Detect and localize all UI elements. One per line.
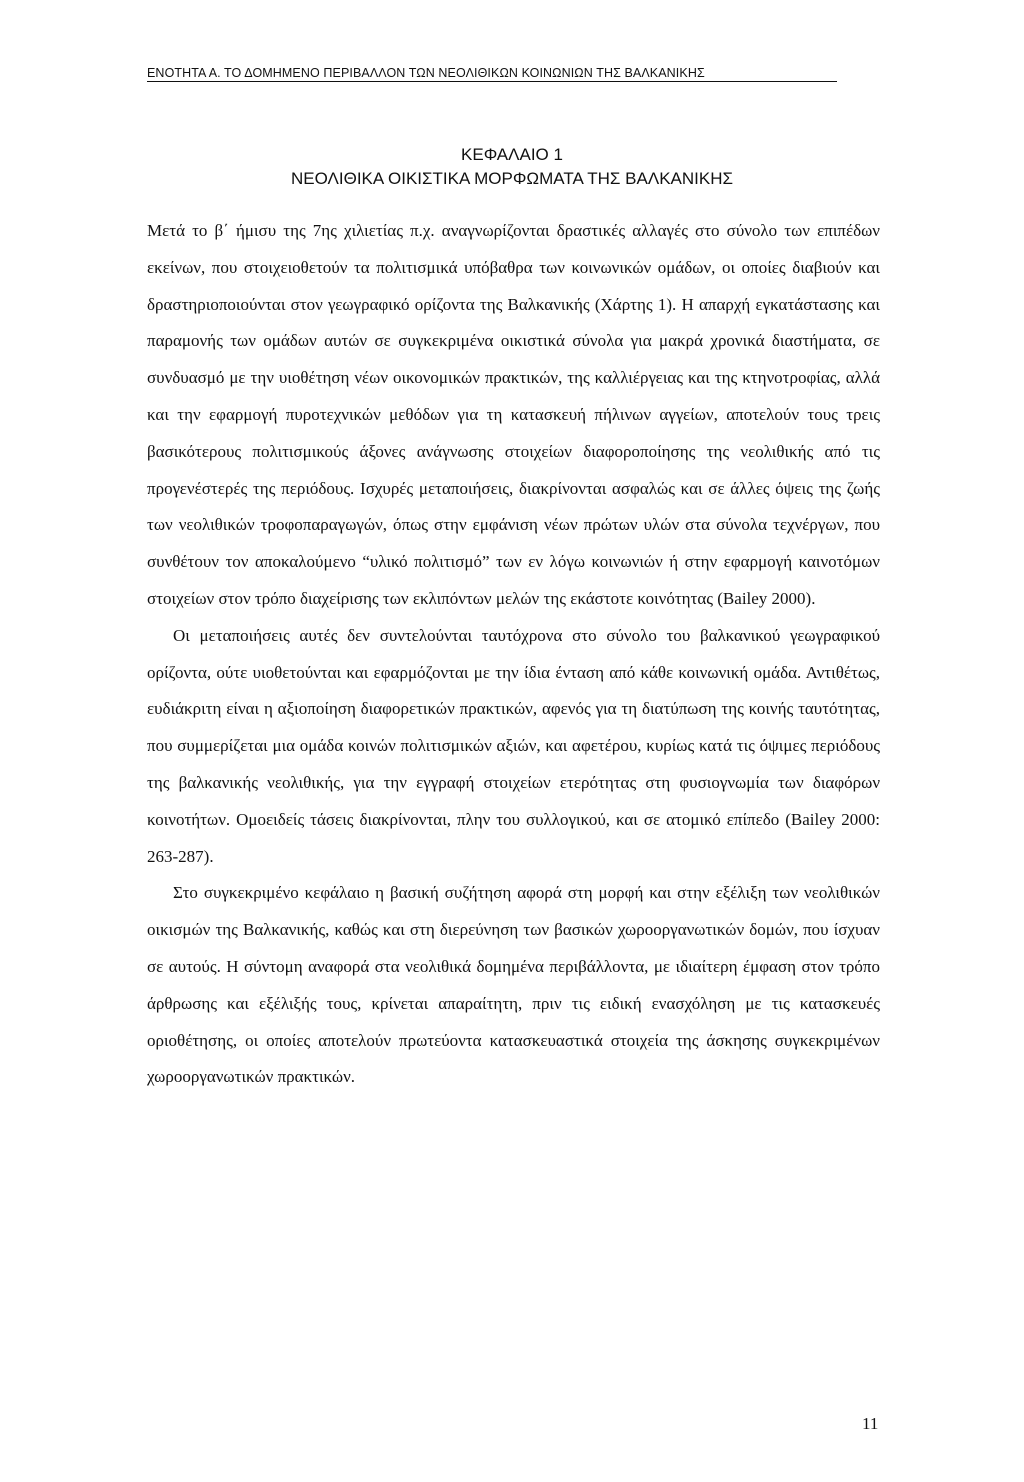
- running-header: ΕΝΟΤΗΤΑ Α. ΤΟ ΔΟΜΗΜΕΝΟ ΠΕΡΙΒΑΛΛΟΝ ΤΩΝ ΝΕΟΛΙΘΙΚΩΝ ΚΟΙΝΩΝΙΩΝ ΤΗΣ ΒΑΛΚΑΝΙΚΗΣ: [147, 66, 837, 82]
- chapter-label: ΚΕΦΑΛΑΙΟ 1: [461, 145, 563, 164]
- paragraph-2: Οι μεταποιήσεις αυτές δεν συντελούνται ταυτόχρονα στο σύνολο του βαλκανικού γεωγραφικού ορίζοντα, ούτε υιοθετούνται και εφαρμόζονται με την ίδια ένταση από κάθε κοινωνική ομάδα. Αντιθέτως, ευδιάκριτη είναι η αξιοποίηση διαφορετικών πρακτικών, αφενός για τη διατύπωση της κοινής ταυτότητας, που συμμερίζεται μια ομάδα κοινών πολιτισμικών αξιών, και αφετέρου, κυρίως κατά τις όψιμες περιόδους της βαλκανικής νεολιθικής, για την εγγραφή στοιχείων ετερότητας στη φυσιογνωμία των διαφόρων κοινοτήτων. Ομοειδείς τάσεις διακρίνονται, πλην του συλλογικού, και σε ατομικό επίπεδο (Bailey 2000: 263-287).: [147, 625, 880, 866]
- chapter-title: ΝΕΟΛΙΘΙΚΑ ΟΙΚΙΣΤΙΚΑ ΜΟΡΦΩΜΑΤΑ ΤΗΣ ΒΑΛΚΑΝΙΚΗΣ: [290, 169, 733, 188]
- paragraph-1: Μετά το β΄ ήμισυ της 7ης χιλιετίας π.χ. αναγνωρίζονται δραστικές αλλαγές στο σύνολο των επιπέδων εκείνων, που στοιχειοθετούν τα πολιτισμικά υπόβαθρα των κοινωνικών ομάδων, οι οποίες διαβιούν και δραστηριοποιούνται στον γεωγραφικό ορίζοντα της Βαλκανικής (Χάρτης 1). Η απαρχή εγκατάστασης και παραμονής των ομάδων αυτών σε συγκεκριμένα οικιστικά σύνολα για μακρά χρονικά διαστήματα, σε συνδυασμό με την υιοθέτηση νέων οικονομικών πρακτικών, της καλλιέργειας και της κτηνοτροφίας, αλλά και την εφαρμογή πυροτεχνικών μεθόδων για τη κατασκευή πήλινων αγγείων, αποτελούν τους τρεις βασικότερους πολιτισμικούς άξονες ανάγνωσης στοιχείων διαφοροποίησης της νεολιθικής από τις προγενέστερές της περιόδους. Ισχυρές μεταποιήσεις, διακρίνονται ασφαλώς και σε άλλες όψεις της ζωής των νεολιθικών τροφοπαραγωγών, όπως στην εμφάνιση νέων πρώτων υλών στα σύνολα τεχνέργων, που συνθέτουν τον αποκαλούμενο “υλικό πολιτισμό” των εν λόγω κοινωνιών ή στην εφαρμογή καινοτόμων στοιχείων στον τρόπο διαχείρισης των εκλιπόντων μελών της εκάστοτε κοινότητας (Bailey 2000).: [147, 221, 880, 608]
- chapter-heading: [0, 143, 1024, 191]
- body-text: [147, 213, 880, 1096]
- paragraph-3: Στο συγκεκριμένο κεφάλαιο η βασική συζήτηση αφορά στη μορφή και στην εξέλιξη των νεολιθικών οικισμών της Βαλκανικής, καθώς και στη διερεύνηση των βασικών χωροοργανωτικών δομών, που ίσχυαν σε αυτούς. Η σύντομη αναφορά στα νεολιθικά δομημένα περιβάλλοντα, με ιδιαίτερη έμφαση στον τρόπο άρθρωσης και εξέλιξής τους, κρίνεται απαραίτητη, πριν τις ειδική ενασχόληση με τις κατασκευές οριοθέτησης, οι οποίες αποτελούν πρωτεύοντα κατασκευαστικά στοιχεία της άσκησης συγκεκριμένων χωροοργανωτικών πρακτικών.: [147, 883, 880, 1087]
- page-number: 11: [862, 1414, 879, 1433]
